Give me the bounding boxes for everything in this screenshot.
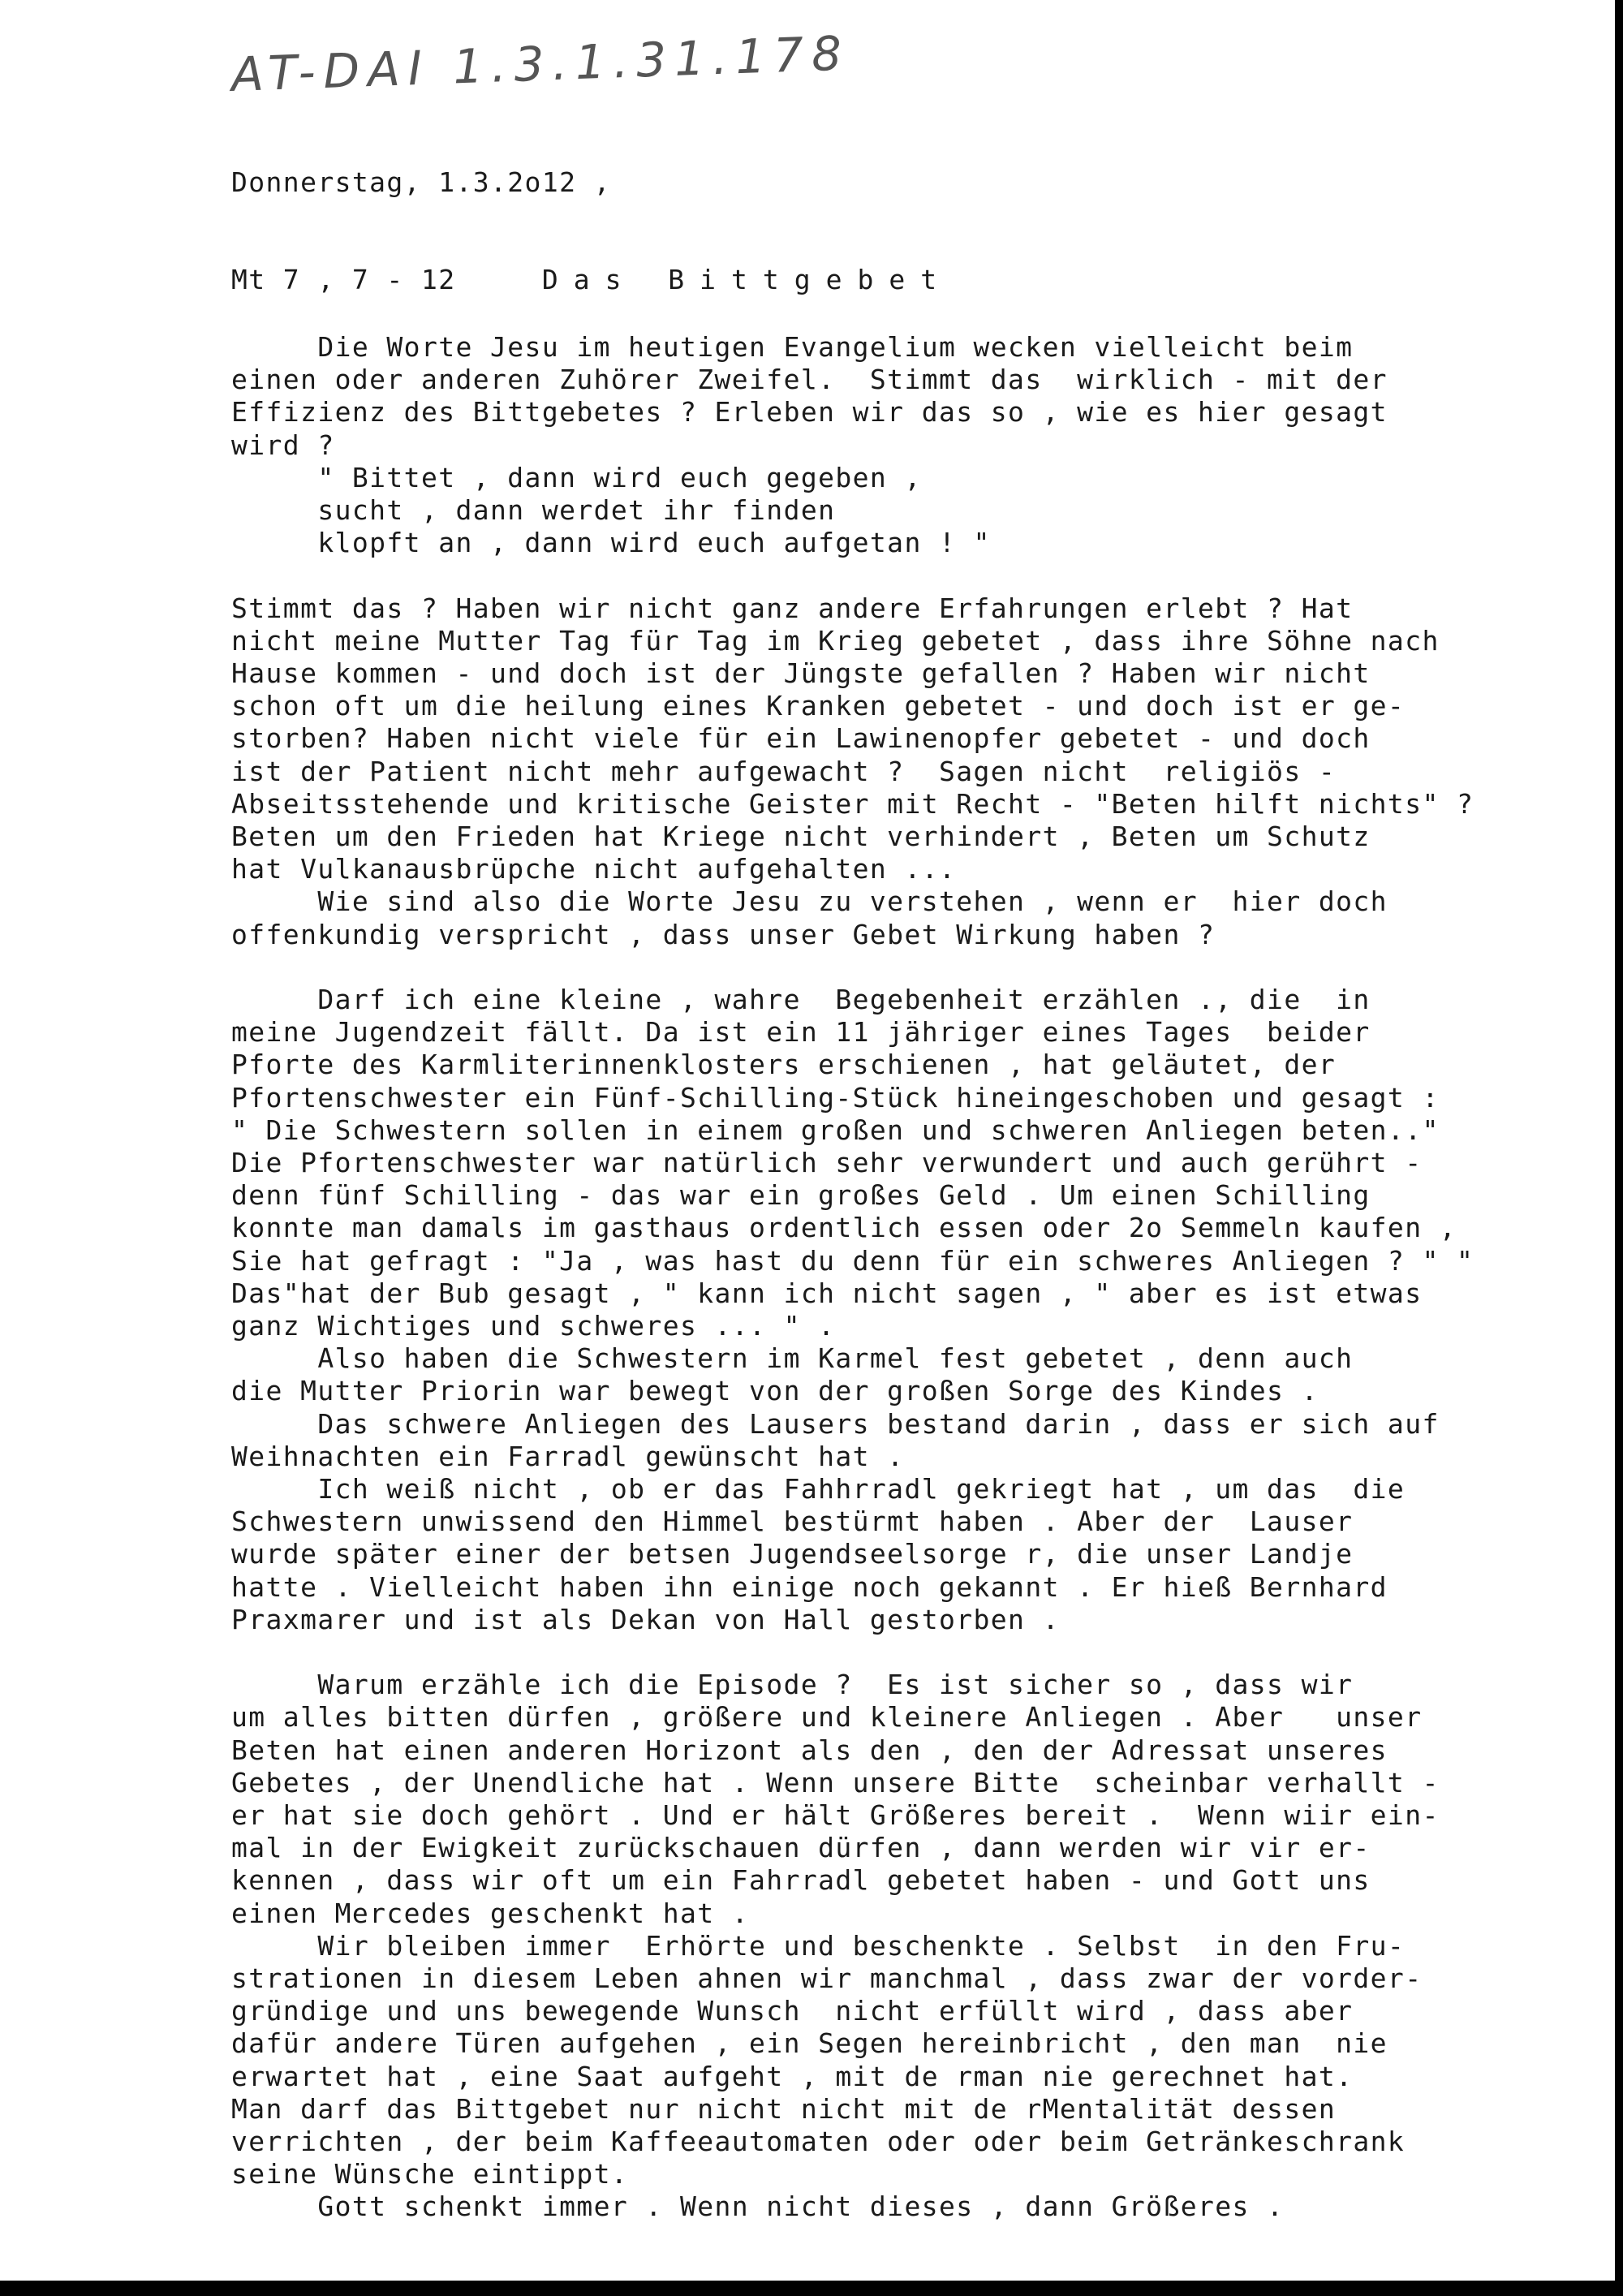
text-line: ganz Wichtiges und schweres ... " . bbox=[231, 1310, 836, 1342]
text-line: hatte . Vielleicht haben ihn einige noch gekannt . Er hieß Bernhard bbox=[231, 1571, 1388, 1603]
text-line: Pforte des Karmliterinnenklosters erschienen , hat geläutet, der bbox=[231, 1049, 1337, 1080]
text-line: Gott schenkt immer . Wenn nicht dieses , dann Größeres . bbox=[231, 2190, 1285, 2222]
text-line: Warum erzähle ich die Episode ? Es ist sicher so , dass wir bbox=[231, 1669, 1354, 1700]
text-line: Gebetes , der Unendliche hat . Wenn unsere Bitte scheinbar verhallt - bbox=[231, 1767, 1440, 1798]
text-line: Beten hat einen anderen Horizont als den , den der Adressat unseres bbox=[231, 1734, 1388, 1766]
text-line: Praxmarer und ist als Dekan von Hall gestorben . bbox=[231, 1604, 1060, 1635]
text-line: die Mutter Priorin war bewegt von der großen Sorge des Kindes . bbox=[231, 1375, 1319, 1406]
text-line: wird ? bbox=[231, 429, 335, 461]
text-line: Das"hat der Bub gesagt , " kann ich nicht sagen , " aber es ist etwas bbox=[231, 1277, 1423, 1309]
text-line: seine Wünsche eintippt. bbox=[231, 2158, 629, 2190]
text-line: dafür andere Türen aufgehen , ein Segen hereinbricht , den man nie bbox=[231, 2027, 1388, 2059]
text-line: Abseitsstehende und kritische Geister mit Recht - "Beten hilft nichts" ? bbox=[231, 788, 1474, 820]
text-line: ist der Patient nicht mehr aufgewacht ? Sagen nicht religiös - bbox=[231, 756, 1337, 787]
text-line: Darf ich eine kleine , wahre Begebenheit erzählen ., die in bbox=[231, 984, 1371, 1015]
text-line: " Die Schwestern sollen in einem großen und schweren Anliegen beten.." bbox=[231, 1114, 1440, 1146]
text-line: Pfortenschwester ein Fünf-Schilling-Stück hineingeschoben und gesagt : bbox=[231, 1082, 1440, 1114]
text-line: Beten um den Frieden hat Kriege nicht verhindert , Beten um Schutz bbox=[231, 821, 1371, 852]
text-line: Also haben die Schwestern im Karmel fest gebetet , denn auch bbox=[231, 1342, 1354, 1374]
text-line: wurde später einer der betsen Jugendseelsorge r, die unser Landje bbox=[231, 1538, 1354, 1570]
sermon-title: Das Bittgebet bbox=[541, 264, 953, 295]
text-line: schon oft um die heilung eines Kranken gebetet - und doch ist er ge- bbox=[231, 690, 1406, 722]
text-line: " Bittet , dann wird euch gegeben , bbox=[231, 462, 922, 493]
text-line: einen oder anderen Zuhörer Zweifel. Stimmt das wirklich - mit der bbox=[231, 364, 1388, 395]
text-line: offenkundig verspricht , dass unser Gebet Wirkung haben ? bbox=[231, 919, 1216, 950]
text-line: einen Mercedes geschenkt hat . bbox=[231, 1898, 750, 1929]
text-line: Die Pfortenschwester war natürlich sehr verwundert und auch gerührt - bbox=[231, 1147, 1423, 1178]
handwritten-archive-number: AT-DAI 1.3.1.31.178 bbox=[230, 25, 851, 102]
text-line: meine Jugendzeit fällt. Da ist ein 11 jähriger eines Tages beider bbox=[231, 1016, 1371, 1048]
text-line: Schwestern unwissend den Himmel bestürmt haben . Aber der Lauser bbox=[231, 1506, 1354, 1537]
text-line: Ich weiß nicht , ob er das Fahhrradl gekriegt hat , um das die bbox=[231, 1473, 1406, 1505]
text-line: Wir bleiben immer Erhörte und beschenkte . Selbst in den Fru- bbox=[231, 1930, 1406, 1962]
text-line: Das schwere Anliegen des Lausers bestand darin , dass er sich auf bbox=[231, 1408, 1440, 1440]
text-line: strationen in diesem Leben ahnen wir manchmal , dass zwar der vorder- bbox=[231, 1962, 1423, 1994]
text-line: gründige und uns bewegende Wunsch nicht erfüllt wird , dass aber bbox=[231, 1995, 1354, 2027]
text-line: Man darf das Bittgebet nur nicht nicht mit de rMentalität dessen bbox=[231, 2093, 1337, 2125]
text-line: nicht meine Mutter Tag für Tag im Krieg gebetet , dass ihre Söhne nach bbox=[231, 625, 1440, 657]
scripture-reference: Mt 7 , 7 - 12 bbox=[231, 264, 456, 295]
text-line: Die Worte Jesu im heutigen Evangelium wecken vielleicht beim bbox=[231, 331, 1354, 363]
text-line: Wie sind also die Worte Jesu zu verstehen , wenn er hier doch bbox=[231, 885, 1388, 917]
text-line: sucht , dann werdet ihr finden bbox=[231, 494, 836, 526]
text-line: Hause kommen - und doch ist der Jüngste gefallen ? Haben wir nicht bbox=[231, 657, 1371, 689]
text-line: Sie hat gefragt : "Ja , was hast du denn für ein schweres Anliegen ? " " bbox=[231, 1245, 1474, 1277]
title-line bbox=[231, 264, 952, 296]
text-line: er hat sie doch gehört . Und er hält Größeres bereit . Wenn wiir ein- bbox=[231, 1799, 1440, 1831]
text-line: mal in der Ewigkeit zurückschauen dürfen , dann werden wir vir er- bbox=[231, 1832, 1371, 1863]
text-line: verrichten , der beim Kaffeeautomaten oder oder beim Getränkeschrank bbox=[231, 2126, 1406, 2157]
text-line: um alles bitten dürfen , größere und kleinere Anliegen . Aber unser bbox=[231, 1701, 1423, 1733]
text-line: kennen , dass wir oft um ein Fahrradl gebetet haben - und Gott uns bbox=[231, 1864, 1371, 1896]
text-line: Stimmt das ? Haben wir nicht ganz andere Erfahrungen erlebt ? Hat bbox=[231, 592, 1354, 624]
date-line: Donnerstag, 1.3.2o12 , bbox=[231, 166, 611, 198]
text-line: klopft an , dann wird euch aufgetan ! " bbox=[231, 527, 991, 558]
text-line: konnte man damals im gasthaus ordentlich essen oder 2o Semmeln kaufen , bbox=[231, 1212, 1457, 1243]
text-line: erwartet hat , eine Saat aufgeht , mit de rman nie gerechnet hat. bbox=[231, 2061, 1354, 2092]
text-line: Weihnachten ein Farradl gewünscht hat . bbox=[231, 1441, 905, 1472]
text-line: storben? Haben nicht viele für ein Lawinenopfer gebetet - und doch bbox=[231, 722, 1371, 754]
text-line: hat Vulkanausbrüpche nicht aufgehalten ... bbox=[231, 853, 957, 885]
text-line: Effizienz des Bittgebetes ? Erleben wir das so , wie es hier gesagt bbox=[231, 396, 1388, 428]
text-line: denn fünf Schilling - das war ein großes Geld . Um einen Schilling bbox=[231, 1179, 1371, 1211]
